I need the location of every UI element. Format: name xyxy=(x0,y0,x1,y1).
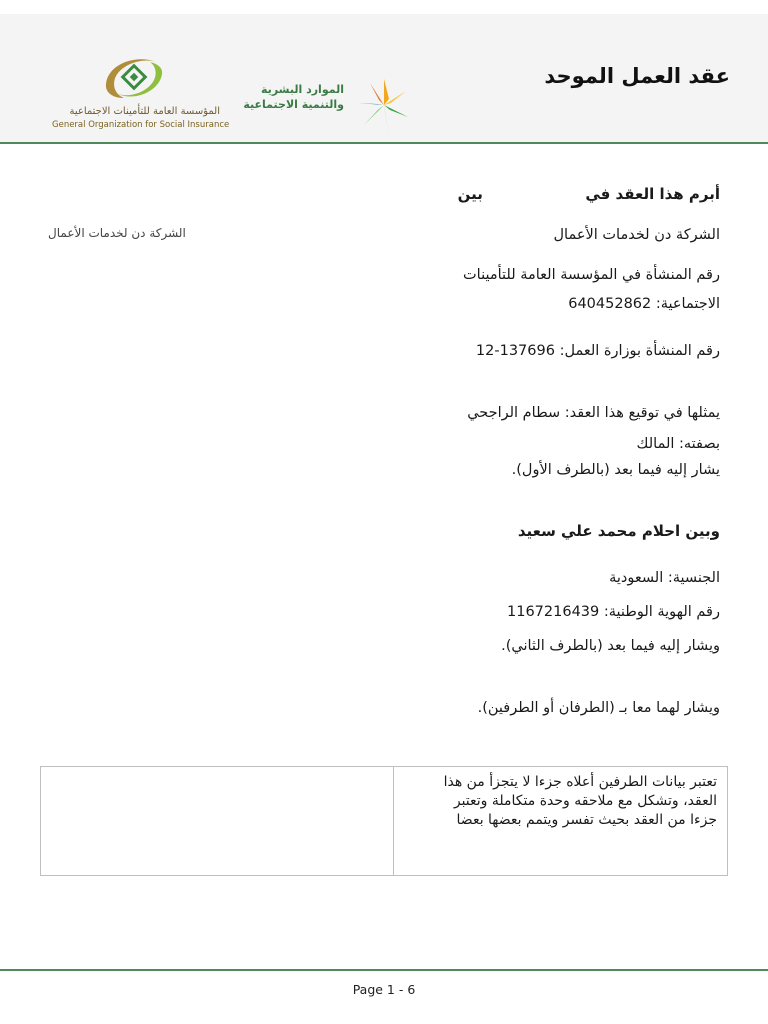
gosi-logo xyxy=(48,54,230,134)
gosi-logo-english: General Organization for Social Insurance xyxy=(52,120,230,130)
second-between-label: وبين xyxy=(685,522,720,540)
both-parties-note: ويشار لهما معا بـ (الطرفان أو الطرفين). xyxy=(477,700,720,716)
representative-name: سطام الراجحي xyxy=(467,405,561,421)
between-label: بين xyxy=(457,185,483,203)
clause-table-english-cell xyxy=(41,767,393,875)
clause-text-line1: تعتبر بيانات الطرفين أعلاه جزءا لا يتجزأ من هذا xyxy=(443,774,717,790)
second-party-note: ويشار إليه فيما بعد (بالطرف الثاني). xyxy=(501,638,720,654)
first-party-note: يشار إليه فيما بعد (بالطرف الأول). xyxy=(511,462,720,478)
mol-number-label: رقم المنشأة بوزارة العمل: xyxy=(559,343,720,359)
company-side-name: الشركة دن لخدمات الأعمال xyxy=(48,226,186,240)
hrsd-logo-line1: الموارد البشرية xyxy=(261,83,344,96)
mol-number-value: 12-137696 xyxy=(475,343,555,359)
hrsd-logo-line2: والتنمية الاجتماعية xyxy=(243,98,344,111)
page-number: Page 1 - 6 xyxy=(352,982,416,997)
hrsd-star-icon xyxy=(350,76,418,134)
second-party-line xyxy=(518,522,720,540)
representative-line xyxy=(467,405,720,421)
hrsd-logo xyxy=(243,76,420,138)
gosi-logo-arabic: المؤسسة العامة للتأمينات الاجتماعية xyxy=(69,106,220,117)
top-band xyxy=(0,0,768,14)
gosi-number-line xyxy=(568,296,720,312)
mol-number-line xyxy=(476,343,720,359)
capacity-label: بصفته: xyxy=(679,436,720,452)
representative-label: يمثلها في توقيع هذا العقد: xyxy=(564,405,720,421)
gosi-number-label-cont: الاجتماعية: xyxy=(655,296,720,312)
hrsd-logo-text xyxy=(243,82,344,112)
capacity-value: المالك xyxy=(636,436,675,452)
nationality-label: الجنسية: xyxy=(667,570,720,586)
footer-divider xyxy=(0,969,768,971)
clause-text-line3: جزءا من العقد بحيث تفسر ويتمم بعضها بعضا xyxy=(456,812,717,828)
contract-intro-line xyxy=(458,185,720,203)
gosi-emblem-icon xyxy=(96,54,172,104)
clause-text-line2: العقد، وتشكل مع ملاحقه وحدة متكاملة وتعتبر xyxy=(453,793,717,809)
gosi-number-label: رقم المنشأة في المؤسسة العامة للتأمينات xyxy=(463,267,720,283)
nationality-line xyxy=(609,570,720,586)
capacity-line xyxy=(637,436,720,452)
national-id-label: رقم الهوية الوطنية: xyxy=(603,604,720,620)
national-id-value: 1167216439 xyxy=(507,604,600,620)
contract-intro-label: أبرم هذا العقد في xyxy=(585,185,720,203)
employee-name: احلام محمد علي سعيد xyxy=(517,522,681,540)
gosi-number-value: 640452862 xyxy=(568,296,652,312)
company-name: الشركة دن لخدمات الأعمال xyxy=(553,227,720,243)
national-id-line xyxy=(507,604,720,620)
clause-table xyxy=(40,766,728,876)
document-header xyxy=(0,14,768,144)
clause-table-arabic-cell xyxy=(393,767,727,875)
nationality-value: السعودية xyxy=(609,570,664,586)
document-title: عقد العمل الموحد xyxy=(544,64,730,88)
